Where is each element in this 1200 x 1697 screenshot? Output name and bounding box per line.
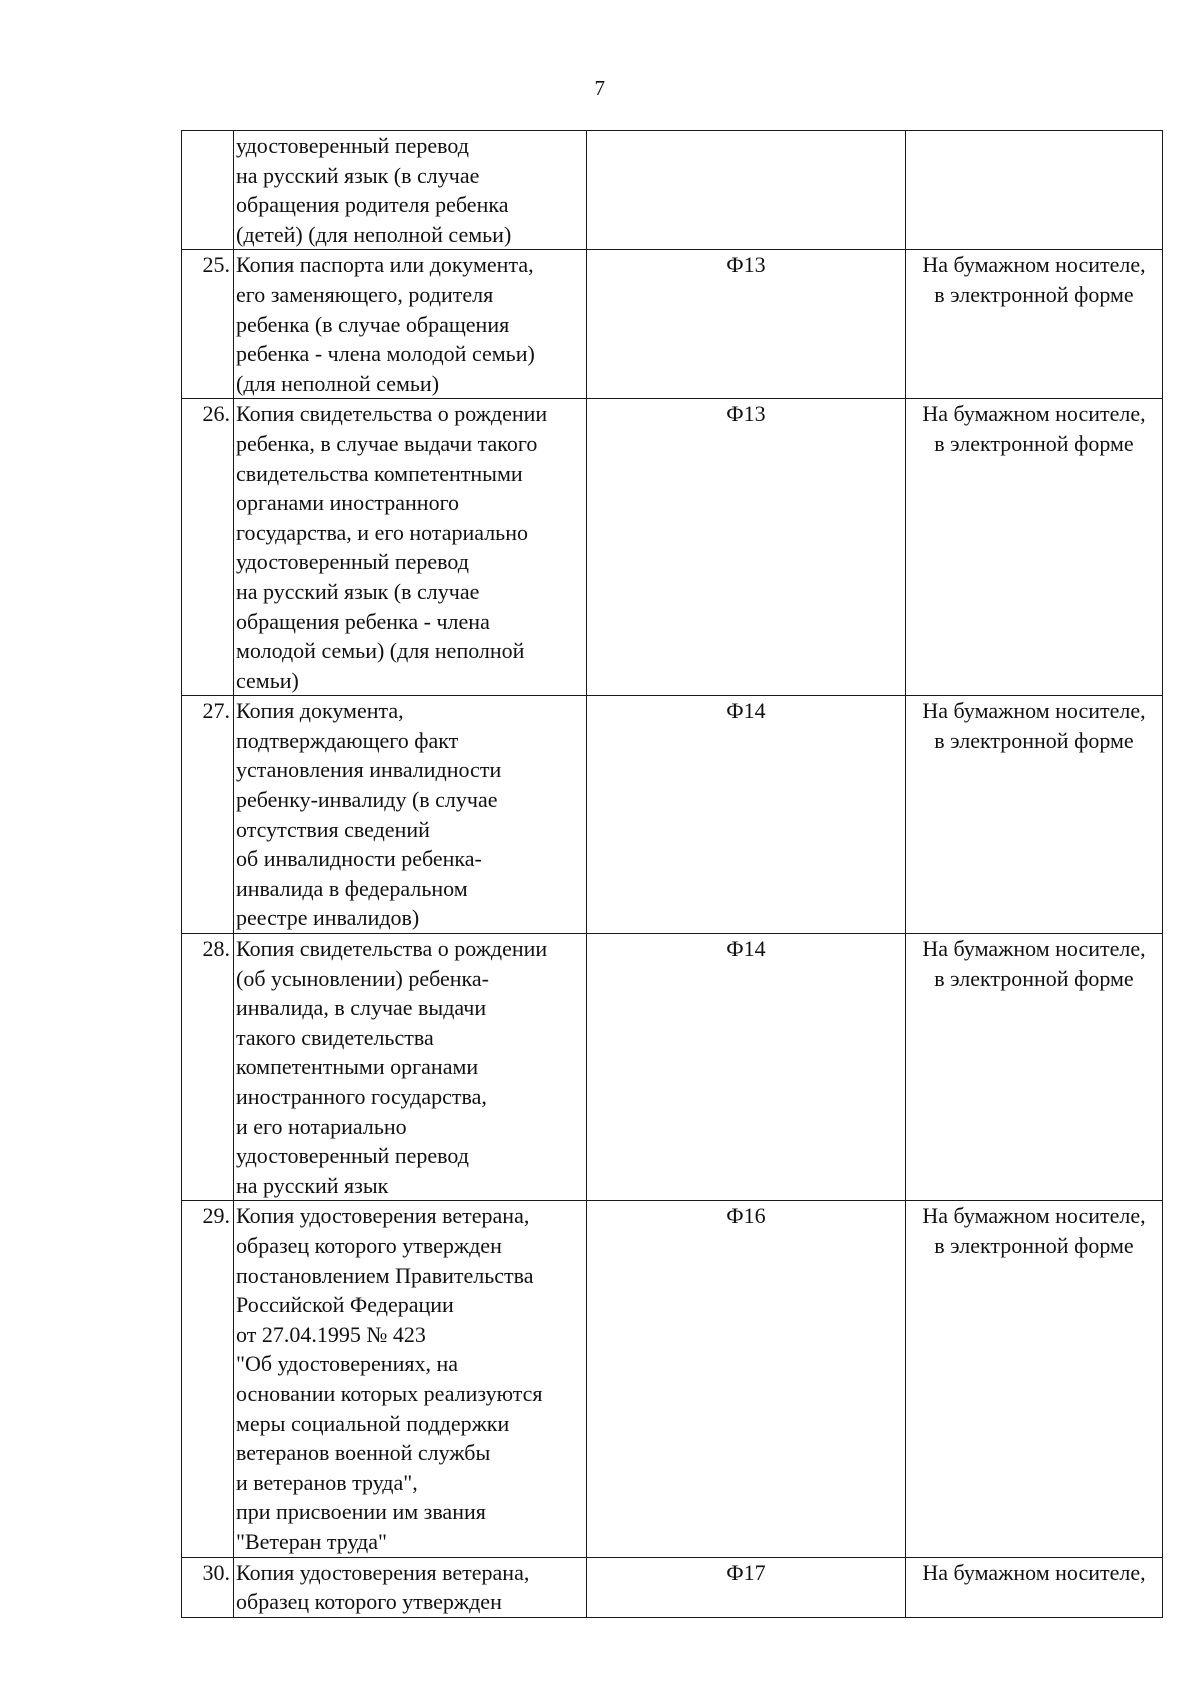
description-line: компетентными органами — [236, 1054, 479, 1080]
description-line: ребенка, в случае выдачи такого — [236, 430, 538, 456]
description-line: обращения родителя ребенка — [236, 192, 509, 218]
row-number: 29. — [182, 1201, 234, 1557]
description-line: реестре инвалидов) — [236, 905, 420, 931]
description-line: инвалида, в случае выдачи — [236, 995, 487, 1021]
documents-table — [181, 130, 1163, 1618]
description-line: на русский язык — [236, 1172, 389, 1198]
form-code: Ф14 — [587, 696, 906, 934]
description-line: семьи) — [236, 667, 299, 693]
description-line: образец которого утвержден — [236, 1232, 502, 1258]
row-number: 27. — [182, 696, 234, 934]
document-description — [234, 696, 587, 934]
submission-format — [906, 131, 1163, 250]
description-line: ребенка (в случае обращения — [236, 311, 510, 337]
table-row — [182, 696, 1163, 934]
document-description — [234, 1557, 587, 1617]
description-line: ребенку-инвалиду (в случае — [236, 787, 498, 813]
document-description — [234, 250, 587, 399]
table-row — [182, 934, 1163, 1201]
format-line: в электронной форме — [934, 727, 1134, 753]
description-line: Копия удостоверения ветерана, — [236, 1203, 530, 1229]
form-code — [587, 131, 906, 250]
description-line: Российской Федерации — [236, 1292, 454, 1318]
description-line: органами иностранного — [236, 490, 460, 516]
description-line: отсутствия сведений — [236, 816, 430, 842]
description-line: Копия документа, — [236, 698, 404, 724]
format-line: в электронной форме — [934, 430, 1134, 456]
description-line: установления инвалидности — [236, 757, 502, 783]
row-number: 30. — [182, 1557, 234, 1617]
document-description — [234, 1201, 587, 1557]
description-line: (об усыновлении) ребенка- — [236, 965, 489, 991]
description-line: на русский язык (в случае — [236, 578, 480, 604]
table-row — [182, 131, 1163, 250]
description-line: основании которых реализуются — [236, 1380, 543, 1406]
row-number: 25. — [182, 250, 234, 399]
description-line: меры социальной поддержки — [236, 1410, 510, 1436]
document-description — [234, 131, 587, 250]
description-line: Копия свидетельства о рождении — [236, 401, 548, 427]
format-line: На бумажном носителе, — [922, 1203, 1146, 1229]
form-code: Ф13 — [587, 399, 906, 696]
description-line: "Ветеран труда" — [236, 1528, 387, 1554]
submission-format — [906, 250, 1163, 399]
submission-format — [906, 696, 1163, 934]
documents-table-body — [182, 131, 1163, 1618]
description-line: и его нотариально — [236, 1113, 407, 1139]
description-line: Копия свидетельства о рождении — [236, 936, 548, 962]
description-line: молодой семьи) (для неполной — [236, 638, 525, 664]
document-description — [234, 399, 587, 696]
description-line: удостоверенный перевод — [236, 133, 469, 158]
description-line: и ветеранов труда", — [236, 1469, 418, 1495]
row-number: 26. — [182, 399, 234, 696]
description-line: удостоверенный перевод — [236, 549, 469, 575]
submission-format — [906, 1201, 1163, 1557]
description-line: Копия паспорта или документа, — [236, 252, 534, 278]
description-line: (детей) (для неполной семьи) — [236, 221, 512, 247]
format-line: На бумажном носителе, — [922, 936, 1146, 962]
format-line: На бумажном носителе, — [922, 1559, 1146, 1585]
description-line: Копия удостоверения ветерана, — [236, 1559, 530, 1585]
description-line: удостоверенный перевод — [236, 1143, 469, 1169]
description-line: постановлением Правительства — [236, 1262, 534, 1288]
description-line: об инвалидности ребенка- — [236, 846, 482, 872]
description-line: подтверждающего факт — [236, 727, 459, 753]
form-code: Ф13 — [587, 250, 906, 399]
description-line: ребенка - члена молодой семьи) — [236, 341, 535, 367]
form-code: Ф17 — [587, 1557, 906, 1617]
submission-format — [906, 1557, 1163, 1617]
description-line: от 27.04.1995 № 423 — [236, 1321, 426, 1347]
description-line: ветеранов военной службы — [236, 1440, 491, 1466]
description-line: на русский язык (в случае — [236, 162, 480, 188]
table-row — [182, 250, 1163, 399]
description-line: при присвоении им звания — [236, 1499, 486, 1525]
form-code: Ф14 — [587, 934, 906, 1201]
submission-format — [906, 399, 1163, 696]
row-number: 28. — [182, 934, 234, 1201]
description-line: "Об удостоверениях, на — [236, 1351, 458, 1377]
format-line: в электронной форме — [934, 281, 1134, 307]
form-code: Ф16 — [587, 1201, 906, 1557]
format-line: На бумажном носителе, — [922, 401, 1146, 427]
description-line: обращения ребенка - члена — [236, 608, 490, 634]
description-line: такого свидетельства — [236, 1024, 434, 1050]
description-line: (для неполной семьи) — [236, 370, 440, 396]
format-line: На бумажном носителе, — [922, 252, 1146, 278]
table-row — [182, 1557, 1163, 1617]
row-number — [182, 131, 234, 250]
format-line: На бумажном носителе, — [922, 698, 1146, 724]
document-description — [234, 934, 587, 1201]
description-line: свидетельства компетентными — [236, 460, 523, 486]
table-row — [182, 399, 1163, 696]
description-line: образец которого утвержден — [236, 1589, 502, 1615]
description-line: его заменяющего, родителя — [236, 281, 494, 307]
format-line: в электронной форме — [934, 1232, 1134, 1258]
description-line: государства, и его нотариально — [236, 519, 528, 545]
table-row — [182, 1201, 1163, 1557]
description-line: инвалида в федеральном — [236, 875, 468, 901]
page-number: 7 — [594, 76, 606, 100]
description-line: иностранного государства, — [236, 1084, 487, 1109]
submission-format — [906, 934, 1163, 1201]
format-line: в электронной форме — [934, 965, 1134, 991]
